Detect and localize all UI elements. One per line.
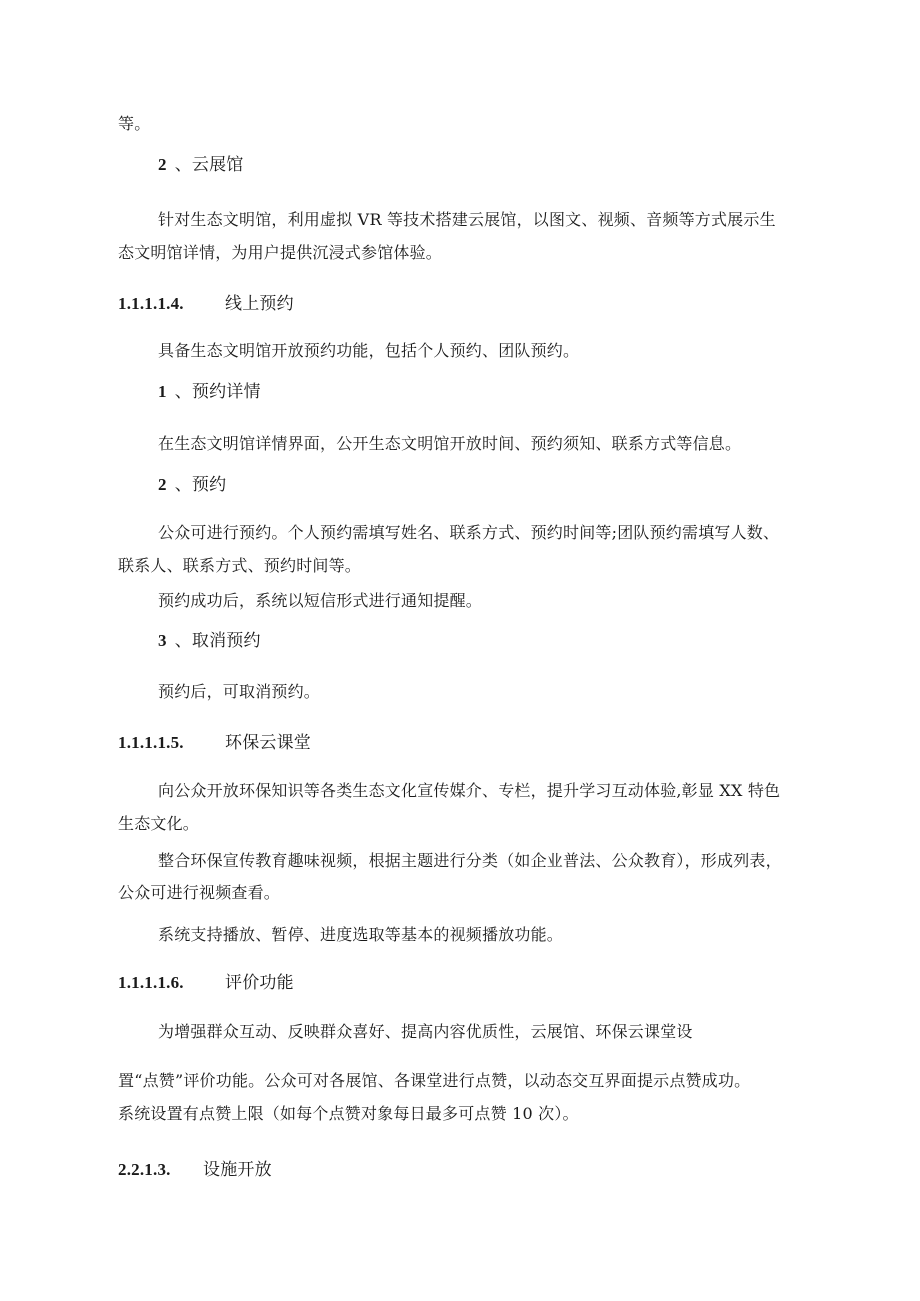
heading-title: 设施开放 — [203, 1160, 272, 1180]
subsection-number: 2 — [158, 155, 167, 174]
subsection-number: 1 — [158, 382, 167, 401]
subsection-number: 3 — [158, 631, 167, 650]
subsection-number: 2 — [158, 475, 167, 494]
subsection-title: 、取消预约 — [174, 631, 261, 651]
paragraph-line: 公众可进行视频查看。 — [118, 883, 281, 902]
heading-title: 线上预约 — [225, 294, 294, 314]
section-heading-online-booking — [118, 294, 294, 314]
paragraph-line: 针对生态文明馆，利用虚拟 VR 等技术搭建云展馆，以图文、视频、音频等方式展示生 — [158, 210, 776, 229]
subsection-title: 、预约详情 — [174, 382, 261, 402]
paragraph-line: 系统设置有点赞上限（如每个点赞对象每日最多可点赞 10 次）。 — [118, 1104, 579, 1123]
subsection-cloud-exhibition — [158, 155, 244, 175]
heading-number: 2.2.1.3. — [118, 1160, 171, 1179]
heading-number: 1.1.1.1.6. — [118, 973, 184, 992]
heading-title: 环保云课堂 — [225, 733, 311, 753]
paragraph-line: 预约后，可取消预约。 — [158, 682, 321, 701]
paragraph-line: 为增强群众互动、反映群众喜好、提高内容优质性，云展馆、环保云课堂设 — [158, 1022, 693, 1041]
section-heading-rating — [118, 973, 294, 993]
paragraph-line: 生态文化。 — [118, 814, 200, 833]
paragraph-line: 在生态文明馆详情界面，公开生态文明馆开放时间、预约须知、联系方式等信息。 — [158, 434, 742, 453]
paragraph-line: 向公众开放环保知识等各类生态文化宣传媒介、专栏，提升学习互动体验,彰显 XX 特色 — [158, 781, 781, 800]
subsection-title: 、预约 — [174, 475, 227, 495]
paragraph-line: 公众可进行预约。个人预约需填写姓名、联系方式、预约时间等;团队预约需填写人数、 — [158, 523, 780, 542]
paragraph-line: 预约成功后，系统以短信形式进行通知提醒。 — [158, 591, 483, 610]
subsection-cancel-booking — [158, 631, 261, 651]
paragraph-continuation: 等。 — [118, 114, 151, 133]
heading-number: 1.1.1.1.5. — [118, 733, 184, 752]
paragraph-line: 整合环保宣传教育趣味视频，根据主题进行分类（如企业普法、公众教育），形成列表， — [158, 851, 782, 870]
heading-title: 评价功能 — [225, 973, 294, 993]
section-heading-eco-classroom — [118, 733, 311, 753]
heading-number: 1.1.1.1.4. — [118, 294, 184, 313]
section-heading-facility-opening — [118, 1160, 272, 1180]
subsection-title: 、云展馆 — [174, 155, 244, 175]
paragraph-line: 联系人、联系方式、预约时间等。 — [118, 556, 362, 575]
paragraph-line: 系统支持播放、暂停、进度选取等基本的视频播放功能。 — [158, 925, 564, 944]
subsection-booking — [158, 475, 226, 495]
subsection-booking-details — [158, 382, 261, 402]
paragraph-line: 态文明馆详情，为用户提供沉浸式参馆体验。 — [118, 243, 443, 262]
paragraph-line: 置“点赞”评价功能。公众可对各展馆、各课堂进行点赞，以动态交互界面提示点赞成功。 — [118, 1071, 751, 1090]
paragraph-line: 具备生态文明馆开放预约功能，包括个人预约、团队预约。 — [158, 341, 580, 360]
